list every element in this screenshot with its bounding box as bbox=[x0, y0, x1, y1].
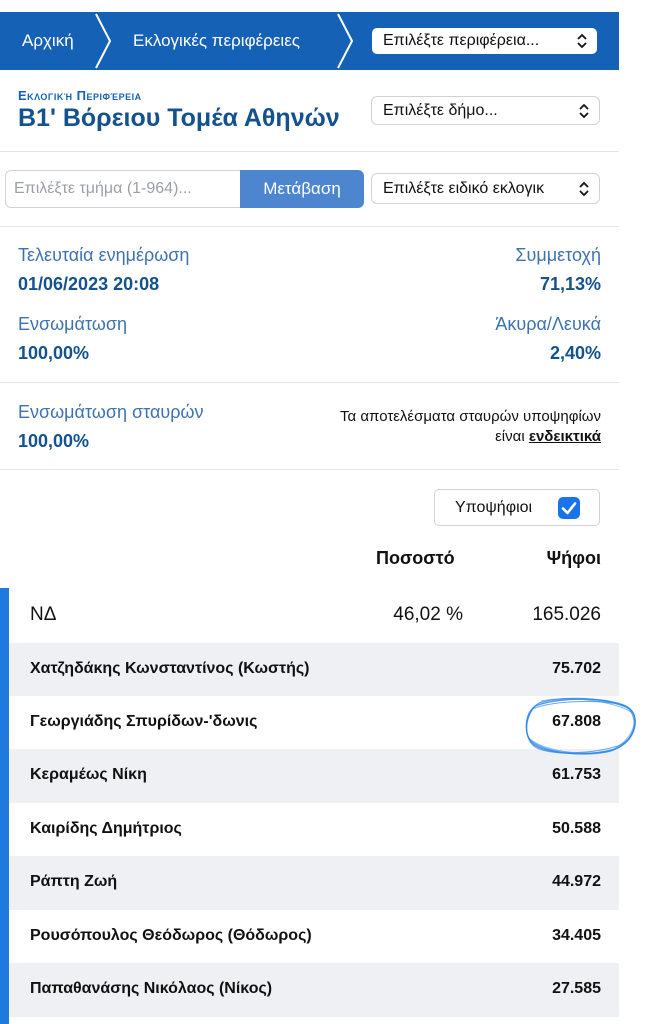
candidate-row bbox=[9, 803, 619, 856]
candidate-name: Καιρίδης Δημήτριος bbox=[30, 820, 182, 837]
divider bbox=[0, 382, 619, 383]
checkmark-icon bbox=[558, 497, 580, 519]
candidate-name: Κεραμέως Νίκη bbox=[30, 766, 147, 783]
party-color-bar bbox=[0, 588, 9, 1024]
candidate-name: Χατζηδάκης Κωνσταντίνος (Κωστής) bbox=[30, 660, 310, 677]
chevron-right-icon bbox=[334, 12, 358, 70]
candidate-row bbox=[9, 696, 619, 749]
invalid-blank-label: Άκυρα/Λευκά bbox=[495, 314, 601, 334]
region-select[interactable]: Επιλέξτε περιφέρεια... bbox=[371, 27, 598, 55]
candidate-votes: 75.702 bbox=[552, 660, 601, 677]
section-eyebrow: Εκλογική Περιφέρεια bbox=[18, 88, 142, 103]
party-row bbox=[9, 588, 619, 643]
candidate-name: Γεωργιάδης Σπυρίδων-'δωνις bbox=[30, 713, 258, 730]
candidate-row bbox=[9, 856, 619, 910]
turnout-value: 71,13% bbox=[539, 274, 601, 294]
indicative-results-note: Τα αποτελέσματα σταυρών υποψηφίων είναι ενδεικτικά bbox=[340, 408, 601, 445]
last-update-label: Τελευταία ενημέρωση bbox=[18, 245, 190, 265]
party-votes: 165.026 bbox=[532, 604, 601, 625]
candidate-votes: 34.405 bbox=[552, 927, 601, 944]
updown-chevron-icon bbox=[578, 181, 590, 197]
page-title: Β1' Βόρειου Τομέα Αθηνών bbox=[18, 104, 340, 132]
updown-chevron-icon bbox=[578, 103, 590, 119]
breadcrumb bbox=[0, 12, 619, 70]
candidate-name: Παπαθανάσης Νικόλαος (Νίκος) bbox=[30, 980, 273, 997]
votes-column-header: Ψήφοι bbox=[546, 548, 601, 568]
chevron-right-icon bbox=[92, 12, 116, 70]
breadcrumb-home-link[interactable]: Αρχική bbox=[22, 31, 74, 50]
candidate-name: Ράπτη Ζωή bbox=[30, 873, 118, 890]
section-number-input[interactable] bbox=[5, 170, 240, 208]
indicative-link[interactable]: ενδεικτικά bbox=[528, 428, 601, 445]
candidates-toggle[interactable] bbox=[434, 489, 600, 526]
last-update-value: 01/06/2023 20:08 bbox=[18, 274, 160, 294]
divider bbox=[0, 226, 619, 227]
candidate-row bbox=[9, 910, 619, 963]
candidates-checkbox[interactable] bbox=[558, 497, 580, 519]
special-district-select[interactable]: Επιλέξτε ειδικό εκλογικ bbox=[371, 173, 600, 204]
candidate-votes: 61.753 bbox=[552, 766, 601, 783]
candidate-votes: 67.808 bbox=[552, 713, 601, 730]
candidate-votes: 44.972 bbox=[552, 873, 601, 890]
page-margin bbox=[619, 0, 651, 1024]
candidate-row bbox=[9, 749, 619, 803]
party-percentage: 46,02 % bbox=[393, 604, 463, 625]
turnout-label: Συμμετοχή bbox=[515, 245, 601, 265]
cross-integration-label: Ενσωμάτωση σταυρών bbox=[18, 402, 204, 422]
candidates-toggle-label: Υποψήφιοι bbox=[455, 499, 533, 516]
municipality-select[interactable]: Επιλέξτε δήμο... bbox=[371, 96, 600, 125]
candidate-row bbox=[9, 963, 619, 1017]
candidate-row bbox=[9, 643, 619, 696]
candidate-votes: 27.585 bbox=[552, 980, 601, 997]
go-button[interactable]: Μετάβαση bbox=[240, 170, 364, 208]
cross-integration-value: 100,00% bbox=[18, 431, 90, 451]
candidate-votes: 50.588 bbox=[552, 820, 601, 837]
integration-value: 100,00% bbox=[18, 343, 90, 363]
percentage-column-header: Ποσοστό bbox=[376, 548, 455, 568]
candidate-name: Ρουσόπουλος Θεόδωρος (Θόδωρος) bbox=[30, 927, 312, 944]
breadcrumb-areas-link[interactable]: Εκλογικές περιφέρειες bbox=[133, 31, 300, 50]
invalid-blank-value: 2,40% bbox=[549, 343, 601, 363]
integration-label: Ενσωμάτωση bbox=[18, 314, 127, 334]
divider bbox=[0, 469, 619, 470]
divider bbox=[0, 151, 619, 152]
updown-chevron-icon bbox=[576, 33, 588, 49]
party-name: ΝΔ bbox=[30, 604, 57, 625]
